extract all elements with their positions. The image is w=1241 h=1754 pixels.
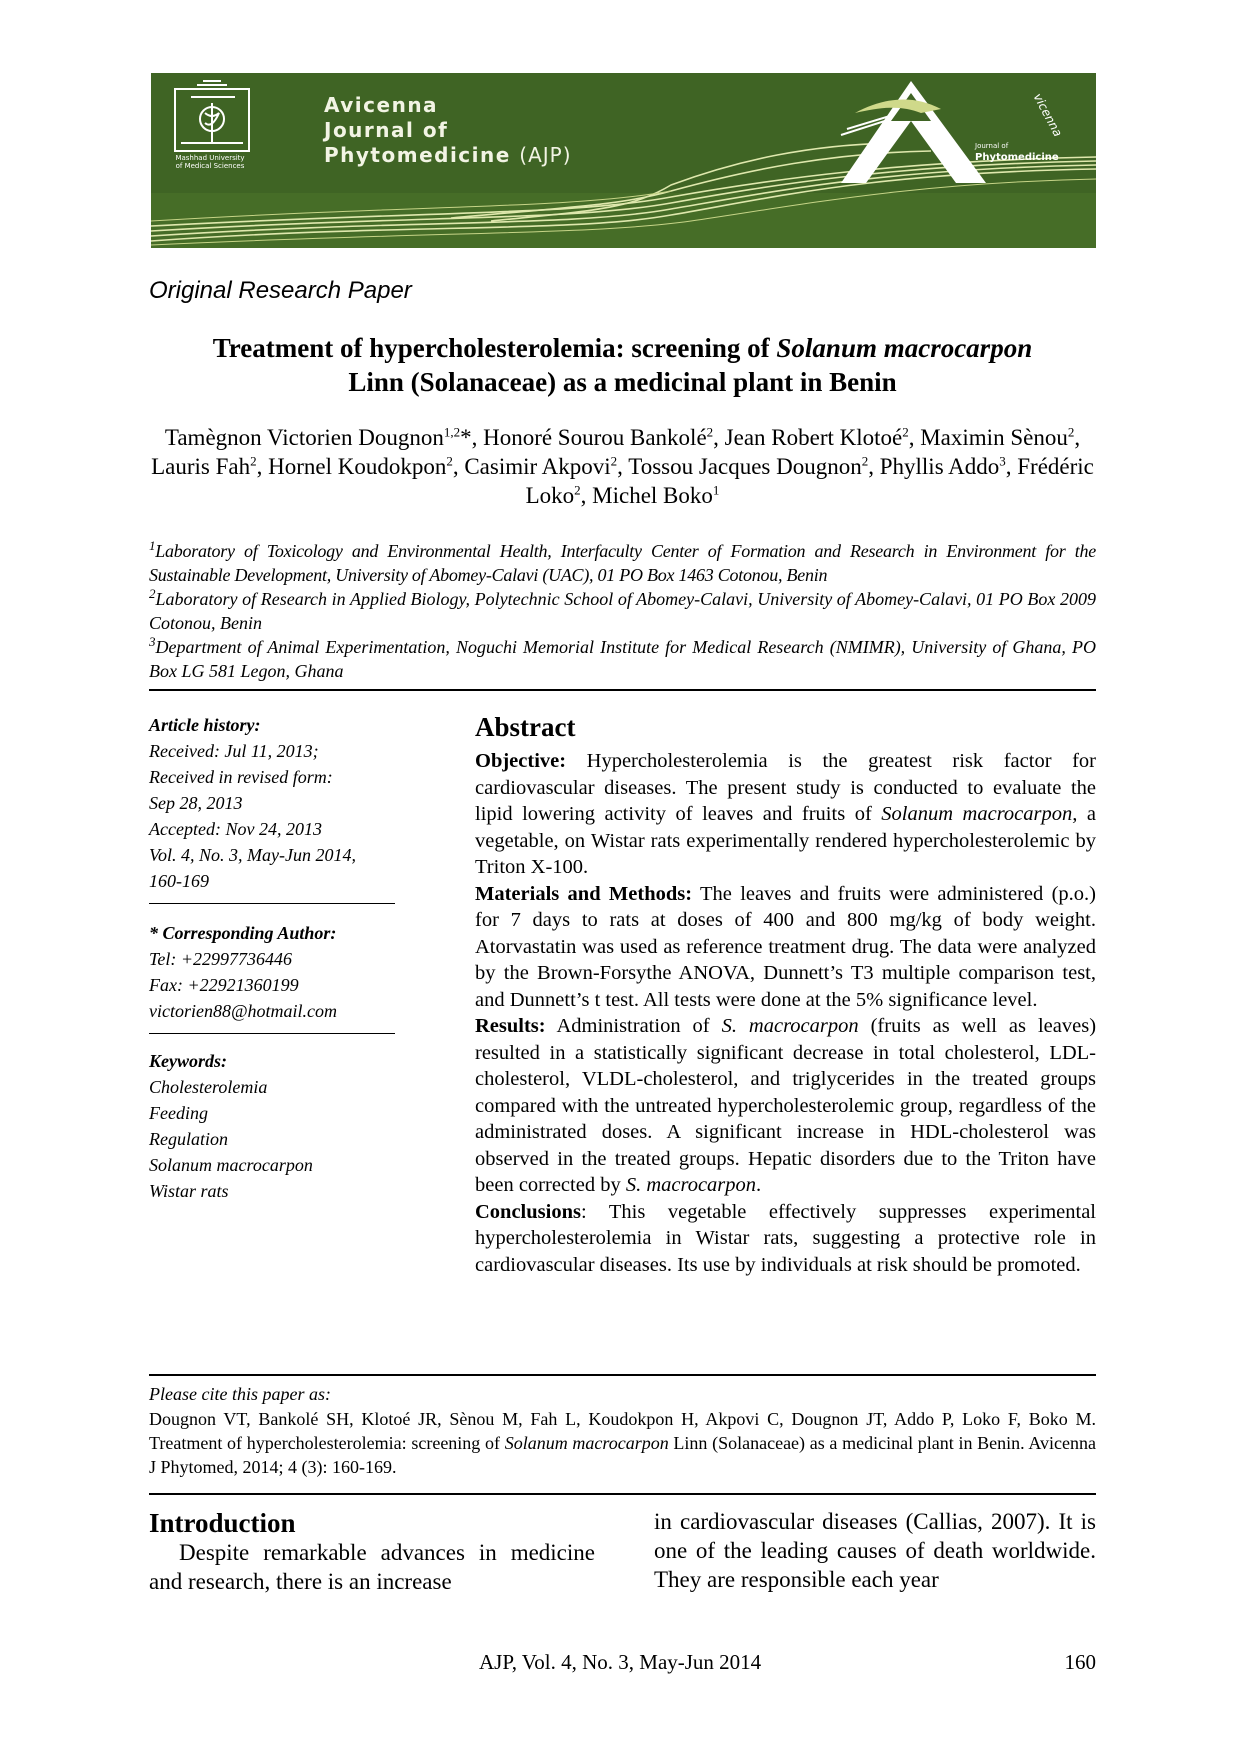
volume-info: Vol. 4, No. 3, May-Jun 2014, — [149, 845, 356, 865]
university-line2: of Medical Sciences — [175, 162, 245, 170]
author-name: Hornel Koudokpon — [268, 454, 447, 479]
citation-text-part2: Linn (Solanaceae) as a medicinal plant in Benin. Avicenna J Phytomed, 2014; 4 (3): 160-169. — [149, 1433, 1096, 1477]
introduction-text-right: in cardiovascular diseases (Callias, 2007). It is one of the leading causes of death worldwide. They are responsible each year — [654, 1509, 1096, 1592]
author-separator: , — [580, 483, 593, 508]
keyword-item: Wistar rats — [149, 1181, 229, 1201]
affiliation-text: Laboratory of Toxicology and Environmental Health, Interfaculty Center of Formation and Research in Environment for the Sustainable Development, University of Abomey-Calavi (UAC), 01 PO Box 1463 Cotonou, Benin — [149, 541, 1096, 585]
abstract-results — [475, 1013, 1096, 1199]
journal-name — [324, 93, 572, 168]
citation-heading: Please cite this paper as: — [149, 1384, 331, 1404]
section-divider — [149, 1374, 1096, 1376]
corresponding-tel: Tel: +22997736446 — [149, 949, 292, 969]
affiliation-number: 1 — [149, 538, 156, 553]
article-history — [149, 712, 395, 894]
objective-label: Objective: — [475, 750, 567, 772]
author-name: Phyllis Addo — [879, 454, 1000, 479]
conclusions-text: : This vegetable effectively suppresses experimental hypercholesterolemia in Wistar rats, suggesting a protective role in cardiovascular diseases. Its use by individuals at risk should be promoted. — [475, 1200, 1096, 1276]
abstract-methods — [475, 881, 1096, 1014]
section-divider — [149, 1493, 1096, 1495]
author-affiliation-marker: 2 — [706, 424, 714, 440]
journal-name-line1: Avicenna — [324, 93, 439, 117]
author-name: Michel Boko — [592, 483, 713, 508]
corresponding-heading: * Corresponding Author: — [149, 923, 337, 943]
citation-text-part1: Dougnon VT, Bankolé SH, Klotoé JR, Sènou M, Fah L, Koudokpon H, Akpovi C, Dougnon JT, Addo P, Loko F, Boko M. Treatment of hypercholesterolemia: screening of — [149, 1409, 1096, 1453]
citation-text — [149, 1407, 1096, 1479]
keyword-item: Solanum macrocarpon — [149, 1155, 313, 1175]
results-text-cont: (fruits as well as leaves) resulted in a statistically significant decrease in total cholesterol, LDL-cholesterol, VLDL-cholesterol, and triglycerides in the treated groups compared with the untreated hypercholesterolemic group, regardless of the administrated doses. A significant increase in HDL-cholesterol was observed in the treated groups. Hepatic disorders due to the Triton have been corrected by — [475, 1015, 1097, 1196]
author-affiliation-marker: 2 — [250, 453, 257, 469]
corresponding-fax: Fax: +22921360199 — [149, 975, 299, 995]
citation-species: Solanum macrocarpon — [504, 1433, 669, 1453]
affiliation-number: 3 — [149, 634, 156, 649]
author-affiliation-marker: 2 — [446, 453, 453, 469]
paper-type: Original Research Paper — [149, 277, 412, 304]
affiliation-3 — [149, 635, 1096, 683]
title-species: Solanum macrocarpon — [776, 333, 1033, 363]
corresponding-email[interactable]: victorien88@hotmail.com — [149, 1001, 338, 1021]
section-divider — [149, 689, 1096, 691]
logo-big-text: Phytomedicine — [975, 152, 1059, 163]
page-range: 160-169 — [149, 871, 209, 891]
results-species: S. macrocarpon — [721, 1015, 859, 1037]
author-separator: , — [617, 454, 629, 479]
author-affiliation-marker: 2 — [902, 424, 909, 440]
author-name: Lauris Fah — [151, 454, 251, 479]
author-affiliation-marker: 1,2 — [443, 424, 461, 440]
author-name: Honoré Sourou Bankolé — [483, 425, 707, 450]
author-separator: , — [1005, 454, 1018, 479]
author-separator: , — [256, 454, 269, 479]
author-name: Casimir Akpovi — [464, 454, 611, 479]
keyword-item: Regulation — [149, 1129, 228, 1149]
footer-journal: AJP, Vol. 4, No. 3, May-Jun 2014 — [479, 1650, 762, 1674]
sidebar-divider — [149, 903, 395, 904]
article-history-heading: Article history: — [149, 715, 261, 735]
logo-small-text: Journal of — [975, 142, 1009, 150]
keyword-item: Feeding — [149, 1103, 208, 1123]
author-separator: , — [452, 454, 465, 479]
author-separator: , — [908, 425, 921, 450]
sidebar-divider — [149, 1033, 395, 1034]
results-text-end: . — [756, 1174, 762, 1196]
objective-species: Solanum macrocarpon, — [881, 803, 1078, 825]
journal-banner — [151, 73, 1096, 248]
corresponding-author — [149, 920, 395, 1024]
title-part1: Treatment of hypercholesterolemia: screening of — [212, 333, 777, 363]
keyword-item: Cholesterolemia — [149, 1077, 268, 1097]
revised-date: Sep 28, 2013 — [149, 793, 243, 813]
affiliation-number: 2 — [149, 586, 156, 601]
results-label: Results: — [475, 1015, 546, 1037]
journal-name-line3 — [324, 143, 572, 168]
author-affiliation-marker: 2 — [861, 453, 869, 469]
title-part2: Linn (Solanaceae) as a medicinal plant in Benin — [348, 367, 897, 397]
author-affiliation-marker: 2 — [610, 453, 618, 469]
introduction-heading: Introduction — [149, 1508, 296, 1538]
affiliation-text: Department of Animal Experimentation, Noguchi Memorial Institute for Medical Research (NMIMR), University of Ghana, PO Box LG 581 Legon, Ghana — [149, 637, 1096, 681]
introduction-right-column — [654, 1507, 1096, 1594]
journal-abbr: (AJP) — [519, 143, 572, 167]
author-affiliation-marker: 2 — [1067, 424, 1075, 440]
received-date: Received: Jul 11, 2013; — [149, 741, 319, 761]
keywords-heading: Keywords: — [149, 1051, 227, 1071]
introduction-text-left: Despite remarkable advances in medicine and research, there is an increase — [149, 1540, 595, 1594]
methods-text: The leaves and fruits were administered (p.o.) for 7 days to rats at doses of 400 and 800 mg/kg of body weight. Atorvastatin was used as reference treatment drug. The data were analyzed by the Brown-Forsythe ANOVA, Dunnett’s T3 multiple comparison test, and Dunnett’s t test. All tests were done at the 5% significance level. — [475, 882, 1096, 1011]
author-name: Tamègnon Victorien Dougnon — [164, 425, 444, 450]
university-line1: Mashhad University — [175, 154, 245, 162]
revised-label: Received in revised form: — [149, 767, 333, 787]
abstract-body — [475, 748, 1096, 1278]
objective-text: Hypercholesterolemia is the greatest risk factor for cardiovascular diseases. The present study is conducted to evaluate the lipid lowering activity of leaves and fruits of — [475, 750, 1096, 825]
abstract-objective — [475, 748, 1096, 881]
affiliation-text: Laboratory of Research in Applied Biology, Polytechnic School of Abomey-Calavi, University of Abomey-Calavi, 01 PO Box 2009 Cotonou, Benin — [149, 589, 1096, 633]
affiliation-1 — [149, 539, 1096, 587]
author-separator: , — [868, 454, 880, 479]
paper-title — [149, 331, 1096, 399]
methods-label: Materials and Methods: — [475, 882, 693, 905]
results-text: Administration of — [545, 1015, 722, 1037]
keywords — [149, 1048, 395, 1204]
author-separator: *, — [460, 425, 484, 450]
logo-vertical-text: vicenna — [1030, 91, 1066, 140]
author-separator: , — [1074, 425, 1081, 450]
author-name: Maximin Sènou — [920, 425, 1068, 450]
author-affiliation-marker: 3 — [999, 453, 1006, 469]
page-number: 160 — [1064, 1650, 1096, 1674]
introduction-left-column — [149, 1538, 595, 1596]
author-name: Tossou Jacques Dougnon — [628, 454, 862, 479]
author-separator: , — [713, 425, 725, 450]
author-affiliation-marker: 1 — [712, 482, 720, 498]
affiliation-2 — [149, 587, 1096, 635]
author-affiliation-marker: 2 — [574, 482, 581, 498]
journal-name-line2: Journal of — [324, 118, 449, 142]
banner-graphic — [151, 73, 1096, 248]
author-list — [149, 423, 1096, 510]
journal-logo-text — [975, 141, 1059, 163]
conclusions-label: Conclusions — [475, 1200, 581, 1223]
journal-name-main: Phytomedicine — [324, 143, 511, 167]
objective-text-end: a vegetable, on Wistar rats experimentally rendered hypercholesterolemic by Triton X-100. — [475, 803, 1097, 878]
accepted-date: Accepted: Nov 24, 2013 — [149, 819, 322, 839]
university-name — [155, 154, 265, 170]
author-name: Jean Robert Klotoé — [724, 425, 903, 450]
abstract-conclusions — [475, 1199, 1096, 1279]
author-name: Frédéric Loko — [525, 454, 1094, 508]
results-species-2: S. macrocarpon — [625, 1174, 757, 1196]
abstract-heading: Abstract — [475, 712, 576, 742]
